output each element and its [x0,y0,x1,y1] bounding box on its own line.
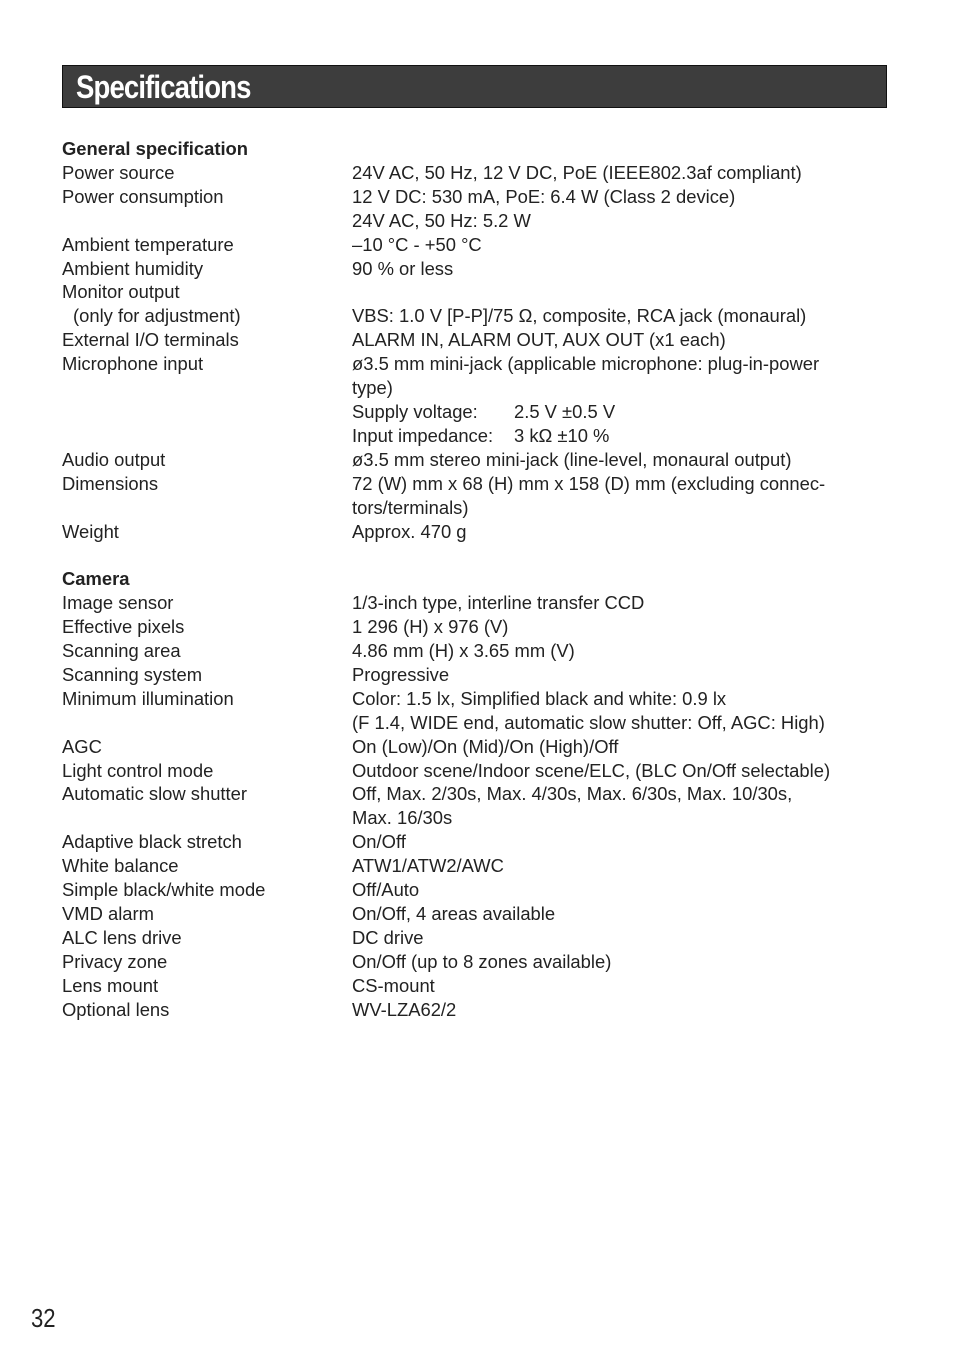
spec-value: 72 (W) mm x 68 (H) mm x 158 (D) mm (excluding connec- [352,472,826,494]
spec-row [62,806,882,830]
spec-row [62,711,882,735]
spec-value: 24V AC, 50 Hz, 12 V DC, PoE (IEEE802.3af compliant) [352,161,802,183]
spec-value: ø3.5 mm mini-jack (applicable microphone: plug-in-power [352,353,820,375]
spec-label: Dimensions [62,472,159,494]
spec-label: Simple black/white mode [62,879,266,901]
spec-row [62,974,882,998]
spec-label [62,209,352,233]
spec-row [62,352,882,376]
spec-value: 1 296 (H) x 976 (V) [352,616,509,638]
spec-row [62,782,882,806]
spec-label: Image sensor [62,592,174,614]
spec-value: (F 1.4, WIDE end, automatic slow shutter: Off, AGC: High) [352,711,825,733]
spec-label: Adaptive black stretch [62,831,242,853]
spec-row [62,520,882,544]
spec-label: Audio output [62,448,166,470]
spec-row [62,615,882,639]
spec-label [62,376,352,400]
spec-label: Optional lens [62,998,170,1020]
spec-value: –10 °C - +50 °C [352,233,482,255]
spec-label: White balance [62,855,179,877]
spec-row [62,998,882,1022]
spec-row [62,400,882,424]
spec-value: Off/Auto [352,879,420,901]
spec-value: DC drive [352,926,424,948]
spec-row [62,735,882,759]
spec-row [62,830,882,854]
general-heading: General specification [62,138,249,159]
spec-value: Outdoor scene/Indoor scene/ELC, (BLC On/Off selectable) [352,759,831,781]
spec-row [62,591,882,615]
spec-value: Progressive [352,663,450,685]
spec-row [62,257,882,281]
spec-label [62,496,352,520]
spec-label: Automatic slow shutter [62,783,248,805]
spec-value [352,400,882,424]
spec-value: ATW1/ATW2/AWC [352,855,504,877]
spec-row [62,280,882,304]
spec-subvalue: 3 kΩ ±10 % [514,424,610,446]
spec-label: (only for adjustment) [73,305,241,327]
spec-label: ALC lens drive [62,926,182,948]
title-bar [62,65,887,108]
spec-row [62,328,882,352]
spec-label: Minimum illumination [62,687,234,709]
spec-row [62,472,882,496]
spec-label: Ambient temperature [62,233,234,255]
general-spec-list [62,161,882,544]
spec-label: Weight [62,520,119,542]
spec-label: Ambient humidity [62,257,204,279]
spec-value [352,424,882,448]
camera-spec-list [62,591,882,1021]
spec-row [62,663,882,687]
spec-row [62,687,882,711]
spec-row [62,496,882,520]
spec-value: 24V AC, 50 Hz: 5.2 W [352,209,531,231]
spec-row [62,448,882,472]
spec-label: Power consumption [62,185,224,207]
spec-row [62,639,882,663]
spec-label: Effective pixels [62,616,185,638]
spec-value: 90 % or less [352,257,454,279]
spec-label: Light control mode [62,759,214,781]
spec-label: Monitor output [62,281,180,303]
spec-value: ø3.5 mm stereo mini-jack (line-level, monaural output) [352,448,792,470]
spec-value: 4.86 mm (H) x 3.65 mm (V) [352,640,575,662]
spec-value: Approx. 470 g [352,520,467,542]
spec-label: External I/O terminals [62,329,239,351]
spec-row [62,209,882,233]
spec-label: Microphone input [62,353,204,375]
spec-label [62,711,352,735]
spec-value: tors/terminals) [352,496,469,518]
spec-value: 12 V DC: 530 mA, PoE: 6.4 W (Class 2 device) [352,185,736,207]
spec-value: Max. 16/30s [352,807,453,829]
spec-row [62,424,882,448]
spec-value: On/Off [352,831,406,853]
spec-value: ALARM IN, ALARM OUT, AUX OUT (x1 each) [352,329,726,351]
spec-label [62,806,352,830]
spec-row [62,854,882,878]
spec-value: Color: 1.5 lx, Simplified black and white: 0.9 lx [352,687,727,709]
spec-label: AGC [62,735,102,757]
page-title: Specifications [76,69,251,105]
camera-heading: Camera [62,568,130,590]
spec-value: VBS: 1.0 V [P-P]/75 Ω, composite, RCA jack (monaural) [352,305,807,327]
spec-value: CS-mount [352,974,435,996]
spec-value: 1/3-inch type, interline transfer CCD [352,592,645,614]
spec-label: Privacy zone [62,950,168,972]
spec-label [62,424,352,448]
spec-value: On (Low)/On (Mid)/On (High)/Off [352,735,619,757]
spec-row [62,878,882,902]
spec-value: WV-LZA62/2 [352,998,457,1020]
page-number: 32 [31,1303,56,1333]
spec-label [62,400,352,424]
spec-subvalue: 2.5 V ±0.5 V [514,400,616,422]
spec-label: Lens mount [62,974,159,996]
spec-row [62,304,882,328]
spec-row [62,902,882,926]
spec-subkey: Supply voltage: [352,400,478,422]
section-spacer [62,543,882,567]
spec-row [62,926,882,950]
spec-row [62,376,882,400]
spec-value: type) [352,377,393,399]
spec-row [62,233,882,257]
spec-row [62,161,882,185]
spec-label: VMD alarm [62,902,154,924]
spec-value [352,280,882,304]
spec-content [62,137,882,1022]
spec-row [62,185,882,209]
spec-row [62,950,882,974]
spec-subkey: Input impedance: [352,424,494,446]
spec-label: Power source [62,161,175,183]
spec-value: On/Off, 4 areas available [352,902,556,924]
spec-label: Scanning area [62,640,181,662]
spec-label: Scanning system [62,663,203,685]
spec-row [62,759,882,783]
spec-value: Off, Max. 2/30s, Max. 4/30s, Max. 6/30s, Max. 10/30s, [352,783,793,805]
spec-value: On/Off (up to 8 zones available) [352,950,612,972]
